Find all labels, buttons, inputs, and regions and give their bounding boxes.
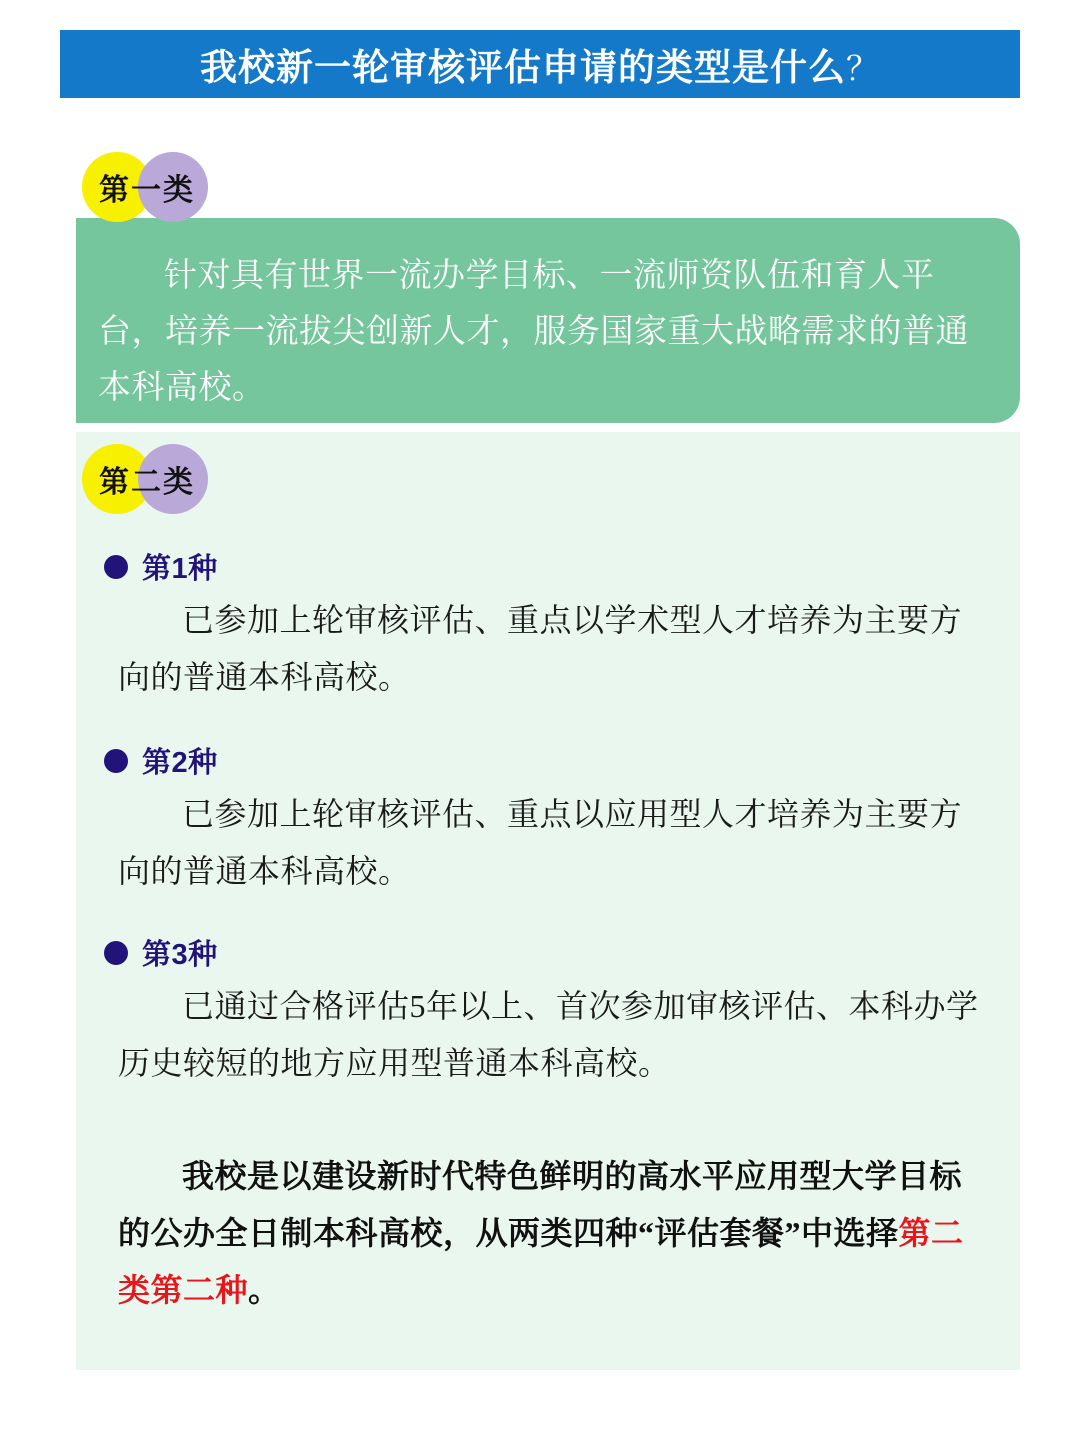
list-item-body: 已参加上轮审核评估、重点以应用型人才培养为主要方向的普通本科高校。 — [118, 796, 963, 889]
closing-text-part-one: 我校是以建设新时代特色鲜明的高水平应用型大学目标的公办全日制本科高校，从两类四种“评估套餐”中选择 — [118, 1158, 963, 1251]
closing-highlight: 第二类第二种 — [118, 1215, 964, 1308]
bullet-dot-icon — [104, 941, 128, 965]
badge-category-one — [82, 152, 212, 222]
badge-category-one-label: 第一类 — [99, 174, 195, 207]
bullet-dot-icon — [104, 749, 128, 773]
section-one-body: 针对具有世界一流办学目标、一流师资队伍和育人平台，培养一流拔尖创新人才，服务国家重大战略需求的普通本科高校。 — [98, 258, 969, 406]
list-item-label: 第3种 — [142, 939, 218, 971]
closing-paragraph — [118, 1148, 986, 1319]
list-item-label: 第1种 — [142, 553, 218, 585]
list-item-body: 已通过合格评估5年以上、首次参加审核评估、本科办学历史较短的地方应用型普通本科高校。 — [118, 988, 979, 1081]
closing-text-part-two: 。 — [248, 1272, 281, 1308]
title-bar — [60, 30, 1020, 98]
badge-category-two — [82, 444, 212, 514]
list-item-heading — [104, 740, 218, 781]
badge-category-two-label: 第二类 — [99, 466, 195, 499]
page-title-main: 我校新一轮审核评估申请的类型是什么 — [200, 47, 846, 88]
list-item-label: 第2种 — [142, 747, 218, 779]
list-item-heading — [104, 932, 218, 973]
bullet-dot-icon — [104, 555, 128, 579]
section-one-card — [76, 218, 1020, 423]
page-title — [200, 37, 880, 91]
page-title-question-mark: ？ — [846, 50, 880, 87]
list-item-heading — [104, 546, 218, 587]
list-item-body: 已参加上轮审核评估、重点以学术型人才培养为主要方向的普通本科高校。 — [118, 602, 963, 695]
